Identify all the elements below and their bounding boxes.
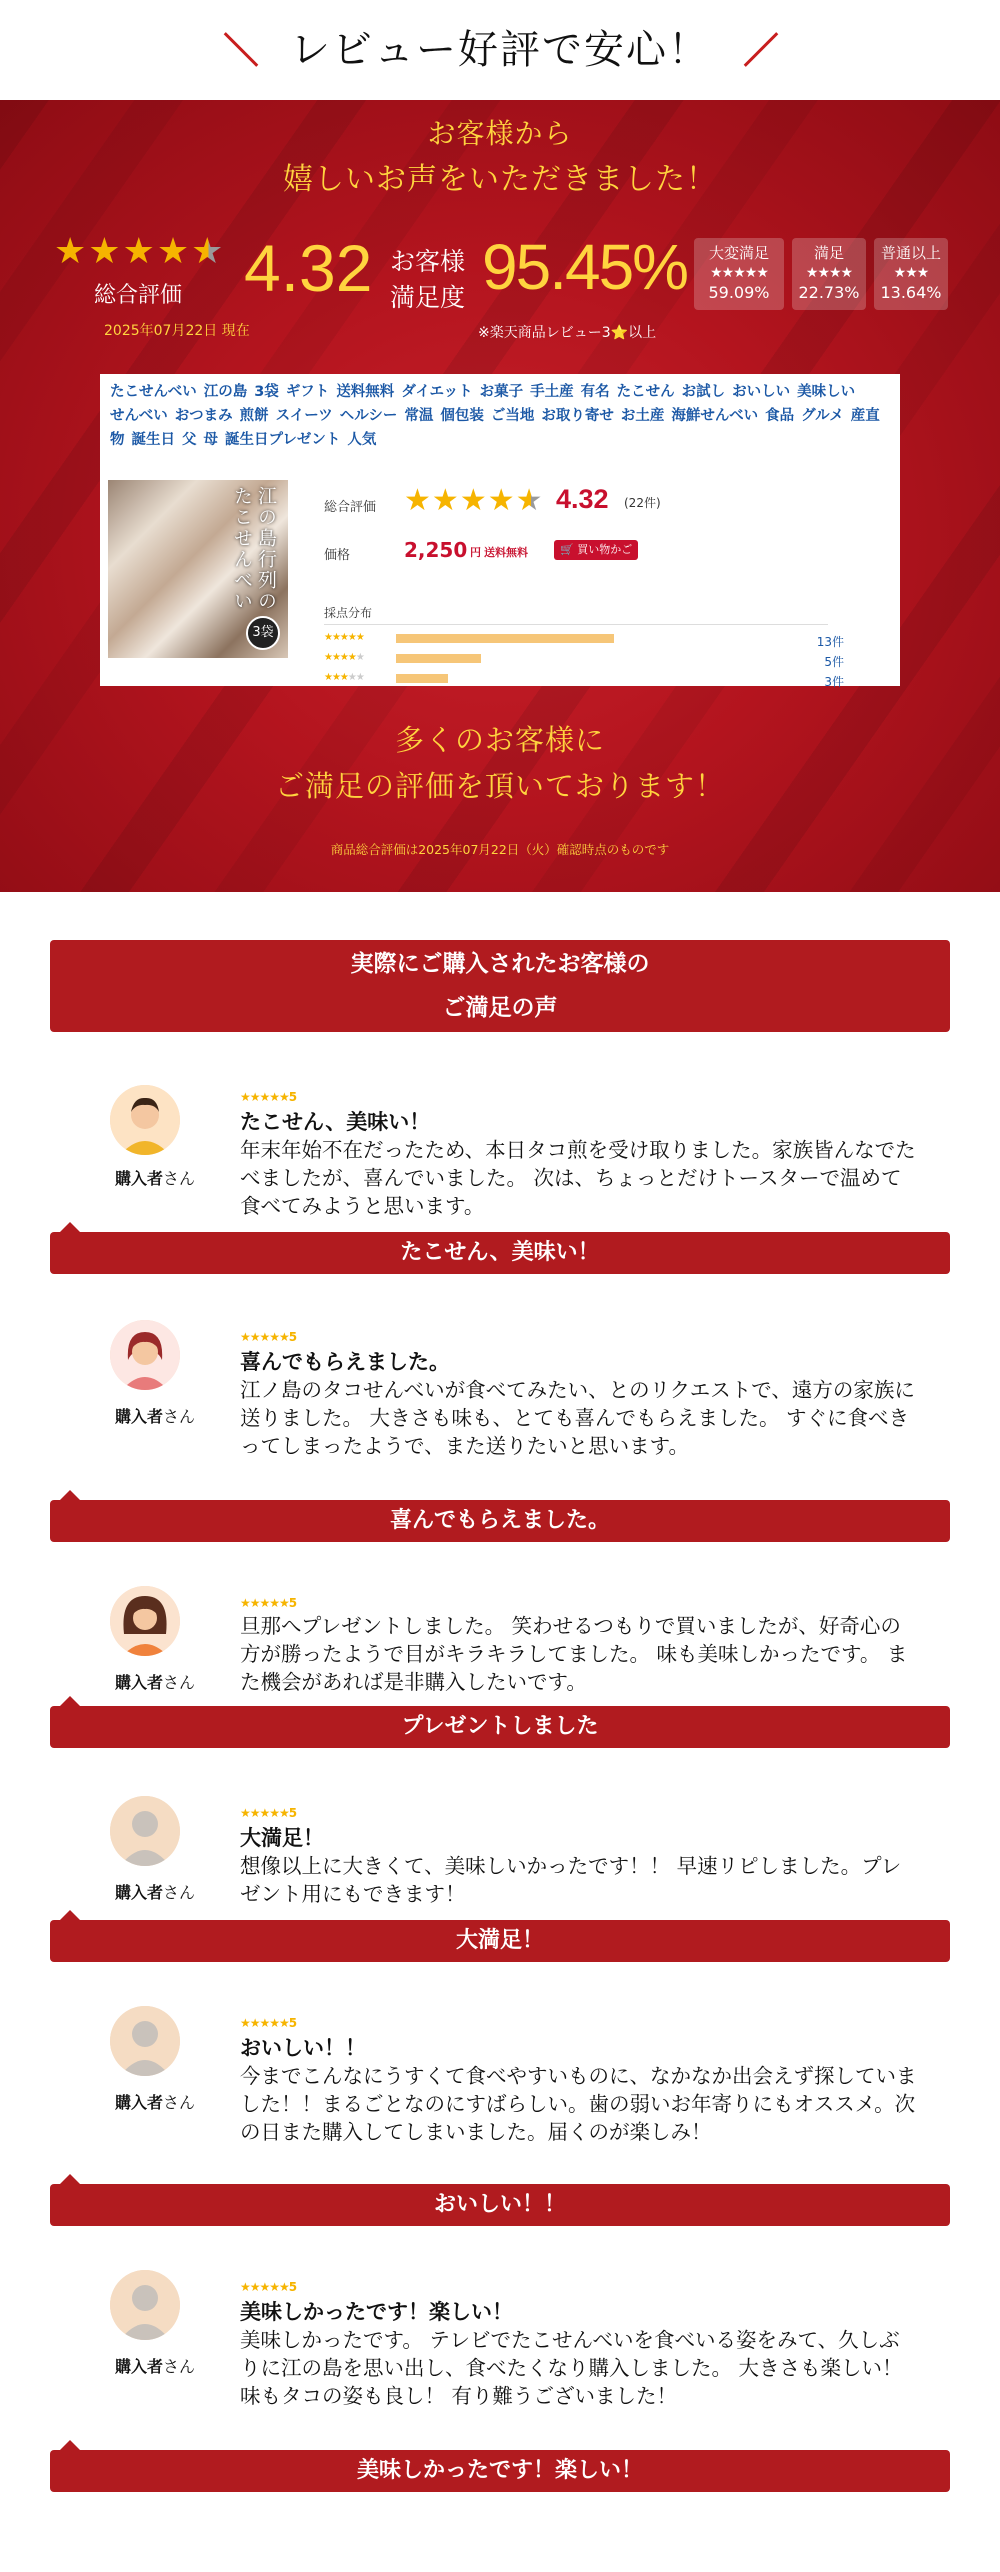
product-tag-link[interactable]: 誕生日プレゼント xyxy=(225,432,341,448)
product-tag-link[interactable]: 3袋 xyxy=(254,384,279,400)
review-headline-band: プレゼントしました xyxy=(50,1706,950,1748)
product-tag-link[interactable]: お土産 xyxy=(620,408,665,424)
product-tag-link[interactable]: 煎餅 xyxy=(239,408,269,424)
distribution-bar xyxy=(396,634,614,643)
review-body: 江ノ島のタコせんべいが食べてみたい、とのリクエストで、遠方の家族に送りました。 大きさも味も、とても喜んでもらえました。 すぐに食べきってしまったようで、また送りたいと思います。 xyxy=(240,1378,915,1458)
price-label: 価格 xyxy=(324,548,351,563)
product-tag-link[interactable]: ご当地 xyxy=(490,408,535,424)
review-stars-icon: ★★★★★5 xyxy=(240,1330,297,1344)
overall-score: 4.32 xyxy=(244,231,373,305)
overall-stars xyxy=(54,231,224,272)
avatar xyxy=(110,1085,180,1155)
avatar xyxy=(110,2006,180,2076)
review-card xyxy=(0,1796,1000,1962)
review-body: 想像以上に大きくて、美味しいかったです！！ 早速リピしました。プレゼント用にもできます！ xyxy=(240,1854,902,1906)
distribution-row-4-star xyxy=(324,652,844,669)
breakdown-stars: ★★★★★ xyxy=(710,265,768,281)
summary-headline-1: お客様から xyxy=(427,117,573,150)
price-yen: 円 xyxy=(470,546,481,559)
distribution-stars-icon: ★★★★★ xyxy=(324,672,364,683)
product-tag-link[interactable]: お菓子 xyxy=(479,384,524,400)
breakdown-very-satisfied xyxy=(694,238,784,310)
voices-title-line-2: ご満足の声 xyxy=(442,995,558,1021)
star-icon: ★ xyxy=(54,231,87,272)
reviewer-name: 購入者さん xyxy=(114,2093,196,2112)
section-header xyxy=(0,0,1000,100)
review-headline-band: 喜んでもらえました。 xyxy=(50,1500,950,1542)
satisfaction-label-2: 満足度 xyxy=(390,283,466,312)
product-image-badge: 3袋 xyxy=(246,616,280,650)
product-tag-link[interactable]: 個包装 xyxy=(440,408,484,424)
product-tag-link[interactable]: たこせん xyxy=(616,384,675,400)
product-tag-link[interactable]: おつまみ xyxy=(174,408,233,424)
review-stars-icon: ★★★★★5 xyxy=(240,2280,297,2294)
summary-closing-1: 多くのお客様に xyxy=(394,723,605,757)
distribution-count[interactable]: 5件 xyxy=(824,655,844,669)
product-review-count[interactable]: (22件) xyxy=(624,496,661,510)
shipping-free-label: 送料無料 xyxy=(484,546,528,559)
rating-label: 総合評価 xyxy=(324,500,377,515)
review-body: 美味しかったです。 テレビでたこせんべいを食べいる姿をみて、久しぶりに江の島を思い出し、食べたくなり購入しました。 大きさも楽しい！ 味もタコの姿も良し！ 有り難うございました！ xyxy=(240,2328,903,2408)
distribution-label: 採点分布 xyxy=(324,606,373,620)
summary-headline-2: 嬉しいお声をいただきました！ xyxy=(283,162,717,197)
divider xyxy=(324,624,828,625)
product-image-text: 江の島行列の たこせんべい xyxy=(231,486,277,612)
review-title: 喜んでもらえました。 xyxy=(240,1350,450,1374)
review-body: 今までこんなにうすくて食べやすいものに、なかなか出会えず探していました！！まるごとなのにすばらしい。歯の弱いお年寄りにもオススメ。次の日また購入してしまいました。届くのが楽しみ！ xyxy=(240,2064,917,2144)
breakdown-percent: 59.09% xyxy=(708,283,770,302)
product-tag-link[interactable]: 産直 xyxy=(850,408,880,424)
breakdown-stars: ★★★ xyxy=(893,265,929,281)
review-title: 大満足！ xyxy=(240,1826,324,1850)
product-price: 2,250 xyxy=(404,538,468,562)
page-title: レビュー好評で安心！ xyxy=(290,27,710,73)
breakdown-percent: 22.73% xyxy=(798,283,860,302)
avatar xyxy=(110,1586,180,1656)
product-tag-link[interactable]: お試し xyxy=(681,384,726,400)
breakdown-percent: 13.64% xyxy=(880,283,942,302)
product-tag-link[interactable]: お取り寄せ xyxy=(541,408,614,424)
review-card xyxy=(0,2006,1000,2226)
breakdown-satisfied xyxy=(792,238,866,310)
review-card xyxy=(0,2270,1000,2492)
review-body: 旦那へプレゼントしました。 笑わせるつもりで買いましたが、好奇心の方が勝ったようで目がキラキラしてました。 味も美味しかったです。 また機会があれば是非購入したいです。 xyxy=(240,1614,908,1694)
product-tag-link[interactable]: 美味しい xyxy=(797,384,856,400)
product-tag-link[interactable]: おいしい xyxy=(732,384,791,400)
product-tag-link[interactable]: 食品 xyxy=(765,408,795,424)
star-icon: ★ xyxy=(459,483,487,518)
distribution-bar xyxy=(396,674,448,683)
distribution-bar xyxy=(396,654,481,663)
star-icon: ★ xyxy=(431,483,459,518)
voices-section-title xyxy=(50,940,950,1032)
summary-closing-2: ご満足の評価を頂いております！ xyxy=(274,769,725,803)
distribution-count[interactable]: 13件 xyxy=(816,635,844,649)
star-icon: ★ xyxy=(156,231,190,272)
review-title: たこせん、美味い！ xyxy=(240,1110,431,1134)
review-note: ※楽天商品レビュー3⭐以上 xyxy=(478,325,657,341)
distribution-count[interactable]: 3件 xyxy=(824,675,844,689)
review-stars-icon: ★★★★★5 xyxy=(240,1806,297,1820)
reviewer-name: 購入者さん xyxy=(114,1673,196,1692)
product-tag-link[interactable]: 物 xyxy=(110,432,125,448)
date-label: 2025年07月22日 現在 xyxy=(104,323,250,339)
add-to-cart-button[interactable] xyxy=(554,540,638,560)
review-stars-icon: ★★★★★5 xyxy=(240,2016,297,2030)
breakdown-average-or-above xyxy=(874,238,948,310)
review-title: おいしい！！ xyxy=(240,2036,366,2060)
review-headline-band: 大満足！ xyxy=(50,1920,950,1962)
distribution-stars-icon: ★★★★★ xyxy=(324,652,364,663)
half-star-icon: ★ xyxy=(191,231,224,272)
product-tag-link[interactable]: ギフト xyxy=(285,384,330,400)
review-card xyxy=(0,1080,1000,1274)
product-tag-link[interactable]: ヘルシー xyxy=(339,408,398,424)
star-icon: ★ xyxy=(487,483,515,518)
product-tag-list xyxy=(110,380,898,452)
product-image[interactable] xyxy=(108,480,288,658)
cart-icon: 🛒 xyxy=(560,543,574,556)
voices-title-line-1: 実際にご購入されたお客様の xyxy=(350,951,650,977)
product-tag-link[interactable]: 江の島 xyxy=(203,384,248,400)
half-star-icon: ★ xyxy=(515,483,543,518)
breakdown-label: 大変満足 xyxy=(708,244,769,262)
review-card xyxy=(0,1586,1000,1748)
avatar xyxy=(110,1320,180,1390)
satisfaction-label-1: お客様 xyxy=(390,247,466,276)
review-card xyxy=(0,1320,1000,1542)
product-tag-link[interactable]: ダイエット xyxy=(401,384,473,400)
product-tag-link[interactable]: せんべい xyxy=(110,408,168,424)
avatar xyxy=(110,1796,180,1866)
reviewer-name: 購入者さん xyxy=(114,1169,196,1188)
star-icon: ★ xyxy=(404,483,431,518)
review-title: 美味しかったです！楽しい！ xyxy=(240,2300,513,2324)
product-tag-link[interactable]: 海鮮せんべい xyxy=(671,408,759,424)
product-tag-link[interactable]: 送料無料 xyxy=(336,384,395,400)
product-tag-link[interactable]: スイーツ xyxy=(275,408,333,424)
review-summary-banner xyxy=(0,100,1000,892)
star-icon: ★ xyxy=(122,231,155,272)
reviewer-name: 購入者さん xyxy=(114,1883,196,1902)
product-tag-link[interactable]: 手土産 xyxy=(530,384,574,400)
product-tag-link[interactable]: たこせんべい xyxy=(110,384,197,400)
product-stars xyxy=(404,483,543,518)
product-tag-link[interactable]: 有名 xyxy=(580,384,610,400)
review-headline-band: 美味しかったです！楽しい！ xyxy=(50,2450,950,2492)
distribution-row-3-star xyxy=(324,672,844,689)
review-stars-icon: ★★★★★5 xyxy=(240,1090,297,1104)
review-headline-band: おいしい！！ xyxy=(50,2184,950,2226)
distribution-stars-icon: ★★★★★ xyxy=(324,632,364,643)
satisfaction-percent: 95.45% xyxy=(482,231,688,303)
product-tag-link[interactable]: 人気 xyxy=(347,432,377,448)
product-tag-link[interactable]: グルメ xyxy=(801,408,844,424)
review-headline-band: たこせん、美味い！ xyxy=(50,1232,950,1274)
product-rating: 4.32 xyxy=(556,484,609,514)
summary-footnote: 商品総合評価は2025年07月22日（火）確認時点のものです xyxy=(330,842,670,857)
product-review-panel xyxy=(100,374,900,689)
breakdown-stars: ★★★★ xyxy=(805,265,853,281)
avatar xyxy=(110,2270,180,2340)
overall-label: 総合評価 xyxy=(94,283,183,308)
reviewer-name: 購入者さん xyxy=(114,2357,196,2376)
product-tag-link[interactable]: 常温 xyxy=(404,408,434,424)
review-body: 年末年始不在だったため、本日タコ煎を受け取りました。家族皆んなでたべましたが、喜んでいました。 次は、ちょっとだけトースターで温めて食べてみようと思います。 xyxy=(240,1138,916,1218)
distribution-row-5-star xyxy=(324,632,844,649)
breakdown-label: 普通以上 xyxy=(880,244,941,262)
product-tag-link[interactable]: 父 xyxy=(182,432,197,448)
review-stars-icon: ★★★★★5 xyxy=(240,1596,297,1610)
cart-button-label: 買い物かご xyxy=(577,543,633,556)
product-tag-link[interactable]: 母 xyxy=(203,432,218,448)
reviewer-name: 購入者さん xyxy=(114,1407,196,1426)
product-tag-link[interactable]: 誕生日 xyxy=(131,432,175,448)
star-icon: ★ xyxy=(88,231,121,272)
breakdown-label: 満足 xyxy=(813,244,844,262)
